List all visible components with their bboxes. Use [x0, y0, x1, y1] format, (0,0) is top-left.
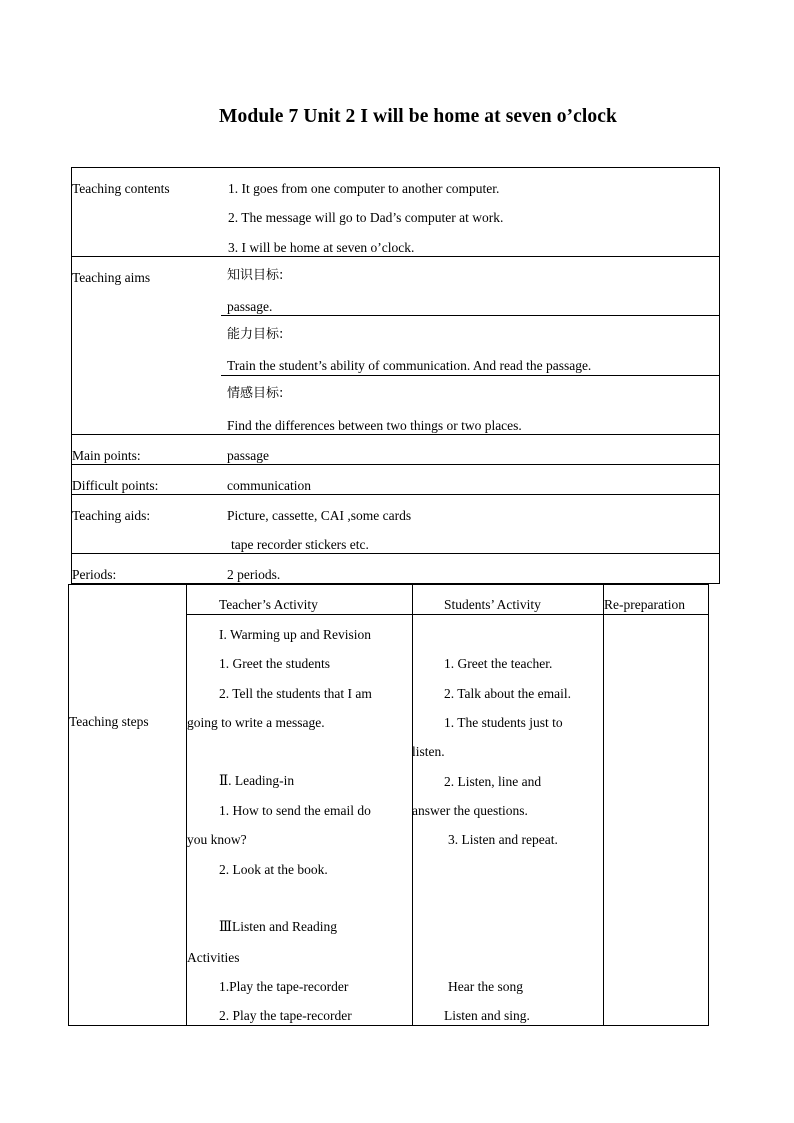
student-activity-line: 1. Greet the teacher.: [444, 656, 553, 671]
teaching-content-item: 1. It goes from one computer to another computer.: [228, 181, 500, 196]
student-activity-line: 1. The students just to: [444, 715, 563, 730]
knowledge-aim-heading: 知识目标:: [227, 268, 284, 283]
ability-aim-heading: 能力目标:: [227, 327, 284, 342]
student-activity-line: Hear the song: [448, 979, 523, 994]
teaching-steps-label: Teaching steps: [69, 714, 149, 729]
main-points-label: Main points:: [72, 448, 141, 463]
teacher-activity-line: 1. Greet the students: [219, 656, 330, 671]
teacher-activity-line: 1. How to send the email do: [219, 803, 371, 818]
teacher-activity-line: Ⅱ. Leading-in: [219, 773, 295, 788]
teacher-activity-line: going to write a message.: [187, 715, 325, 730]
emotion-aim-heading: 情感目标:: [227, 386, 284, 401]
header-divider: [186, 614, 709, 615]
teacher-activity-line: 2. Look at the book.: [219, 862, 328, 877]
row-divider: [71, 464, 720, 465]
row-divider: [221, 375, 720, 376]
row-divider: [221, 315, 720, 316]
difficult-points-label: Difficult points:: [72, 478, 159, 493]
student-activity-line: 2. Talk about the email.: [444, 686, 572, 701]
main-points-value: passage: [227, 448, 269, 463]
teaching-aids-line: Picture, cassette, CAI ,some cards: [227, 508, 412, 523]
knowledge-aim-text: passage.: [227, 299, 273, 314]
row-divider: [71, 256, 720, 257]
row-divider: [71, 553, 720, 554]
row-divider: [71, 494, 720, 495]
periods-value: 2 periods.: [227, 567, 281, 582]
teacher-activity-line: 2. Play the tape-recorder: [219, 1008, 352, 1023]
student-activity-line: 2. Listen, line and: [444, 774, 542, 789]
teacher-activity-header: Teacher’s Activity: [219, 597, 318, 612]
teacher-activity-line: ⅢListen and Reading: [219, 919, 337, 934]
students-activity-header: Students’ Activity: [444, 597, 541, 612]
teaching-contents-label: Teaching contents: [72, 181, 170, 196]
teacher-activity-line: 2. Tell the students that I am: [219, 686, 372, 701]
teacher-activity-line: you know?: [187, 832, 247, 847]
student-activity-line: Listen and sing.: [444, 1008, 530, 1023]
ability-aim-text: Train the student’s ability of communication. And read the passage.: [227, 358, 592, 373]
column-divider: [603, 584, 604, 1026]
teacher-activity-line: 1.Play the tape-recorder: [219, 979, 349, 994]
periods-label: Periods:: [72, 567, 117, 582]
teaching-content-item: 3. I will be home at seven o’clock.: [228, 240, 415, 255]
emotion-aim-text: Find the differences between two things or two places.: [227, 418, 522, 433]
teaching-steps-table: [68, 584, 709, 1026]
row-divider: [71, 434, 720, 435]
difficult-points-value: communication: [227, 478, 311, 493]
student-activity-line: listen.: [412, 744, 445, 759]
student-activity-line: answer the questions.: [412, 803, 528, 818]
teaching-aids-line: tape recorder stickers etc.: [231, 537, 369, 552]
re-preparation-header: Re-preparation: [604, 597, 685, 612]
student-activity-line: 3. Listen and repeat.: [448, 832, 558, 847]
teaching-aims-label: Teaching aims: [72, 270, 151, 285]
teaching-content-item: 2. The message will go to Dad’s computer at work.: [228, 210, 504, 225]
page-title: Module 7 Unit 2 I will be home at seven o’clock: [219, 106, 617, 127]
teaching-aids-label: Teaching aids:: [72, 508, 151, 523]
teacher-activity-line: Activities: [187, 950, 240, 965]
teacher-activity-line: I. Warming up and Revision: [219, 627, 372, 642]
